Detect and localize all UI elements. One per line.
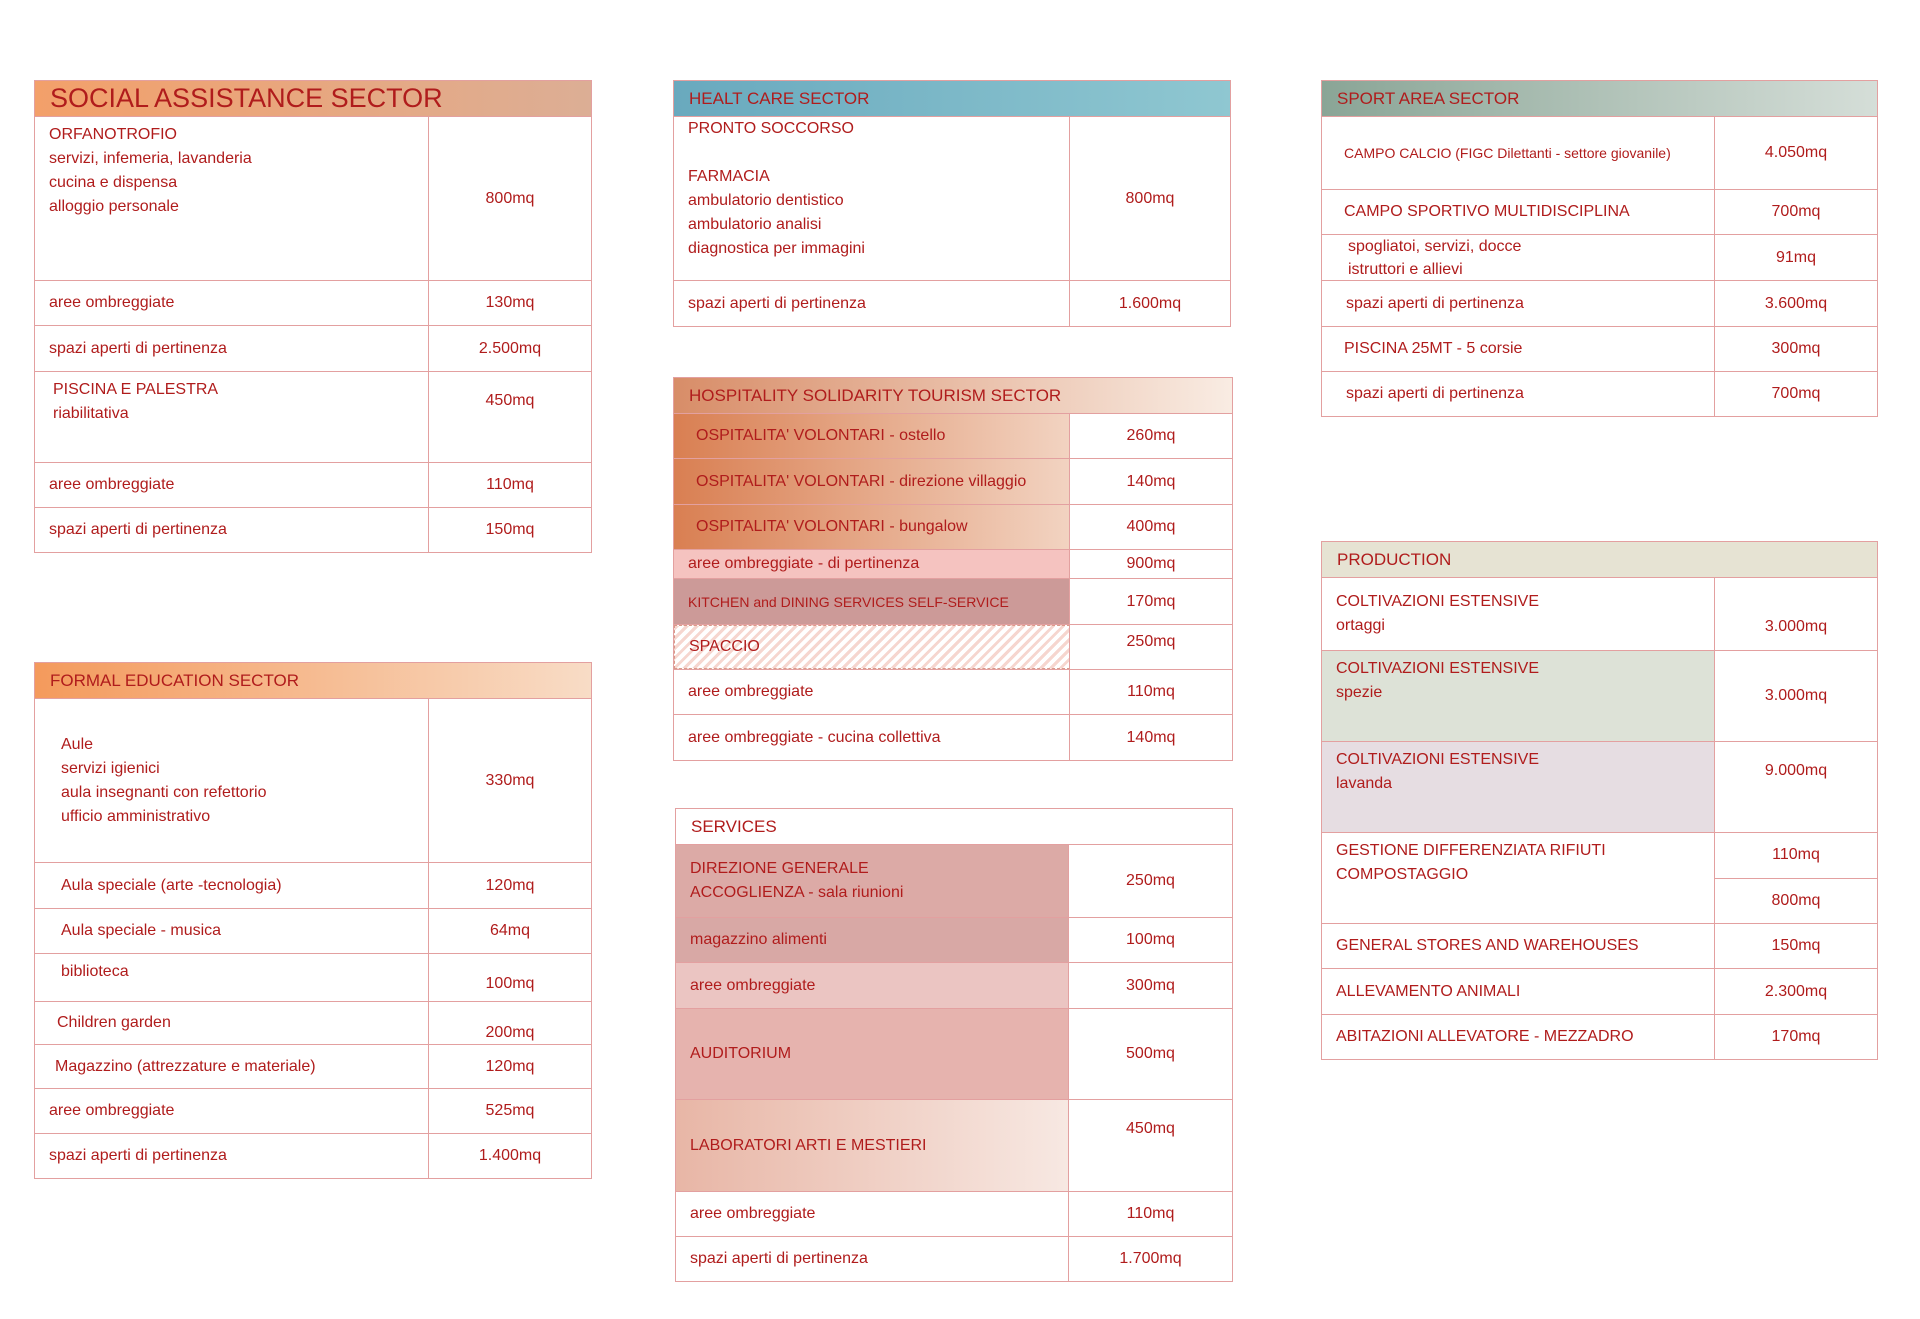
row-value: 9.000mq <box>1764 762 1828 779</box>
table-row <box>676 918 1232 963</box>
table-row <box>676 1237 1232 1281</box>
row-label: spazi aperti di pertinenza <box>676 1237 1069 1281</box>
row-label: PISCINA 25MT - 5 corsie <box>1322 327 1715 371</box>
row-label: OSPITALITA' VOLONTARI - ostello <box>674 414 1070 458</box>
row-value: 170mq <box>1126 592 1176 610</box>
row-value: 800mq <box>1125 189 1175 207</box>
row-value: 1.700mq <box>1119 1250 1182 1267</box>
table-row <box>1322 578 1877 651</box>
formal-education-title: FORMAL EDUCATION SECTOR <box>35 663 591 699</box>
hospitality-title: HOSPITALITY SOLIDARITY TOURISM SECTOR <box>674 378 1232 414</box>
production-table <box>1321 541 1878 1060</box>
table-row <box>674 281 1230 326</box>
table-row <box>35 463 591 508</box>
row-value: 110mq <box>1127 683 1175 700</box>
row-label: Magazzino (attrezzature e materiale) <box>35 1045 429 1088</box>
services-table <box>675 808 1233 1282</box>
row-label: KITCHEN and DINING SERVICES SELF-SERVICE <box>674 579 1070 624</box>
services-title: SERVICES <box>676 809 1232 845</box>
table-row <box>1322 327 1877 372</box>
row-label: Aula speciale - musica <box>35 909 429 953</box>
row-label: aree ombreggiate <box>35 1089 429 1133</box>
row-value: 525mq <box>485 1102 535 1119</box>
row-label: SPACCIO <box>674 625 1070 669</box>
row-label: aree ombreggiate <box>35 463 429 507</box>
row-value: 330mq <box>485 771 535 789</box>
row-value: 300mq <box>1126 976 1175 994</box>
table-row <box>35 699 591 863</box>
social-assistance-title: SOCIAL ASSISTANCE SECTOR <box>35 81 591 117</box>
row-label: spazi aperti di pertinenza <box>1322 372 1715 416</box>
table-row <box>1322 117 1877 190</box>
row-label: aree ombreggiate <box>674 670 1070 714</box>
table-row <box>676 1100 1232 1192</box>
row-value: 120mq <box>485 1057 535 1075</box>
table-row <box>35 954 591 1002</box>
row-value: 300mq <box>1771 340 1821 357</box>
row-label: spazi aperti di pertinenza <box>35 326 429 371</box>
table-row <box>35 326 591 372</box>
row-label: spazi aperti di pertinenza <box>1322 281 1715 326</box>
row-value: 91mq <box>1775 248 1817 266</box>
table-row <box>35 117 591 281</box>
table-row <box>35 909 591 954</box>
formal-education-table <box>34 662 592 1179</box>
row-value: 450mq <box>485 392 535 409</box>
row-value: 100mq <box>1126 931 1175 948</box>
table-row <box>676 963 1232 1009</box>
health-care-table <box>673 80 1231 327</box>
table-row <box>676 1192 1232 1237</box>
row-value: 3.000mq <box>1764 618 1828 635</box>
row-value: 1.400mq <box>478 1147 542 1164</box>
row-label: DIREZIONE GENERALE ACCOGLIENZA - sala riunioni <box>676 845 1069 917</box>
row-label: GENERAL STORES AND WAREHOUSES <box>1322 924 1715 968</box>
row-value: 170mq <box>1771 1028 1821 1045</box>
row-label: Aula speciale (arte -tecnologia) <box>35 863 429 908</box>
row-label: spazi aperti di pertinenza <box>35 508 429 552</box>
table-row <box>1322 372 1877 416</box>
row-label: PRONTO SOCCORSO FARMACIA ambulatorio dentistico ambulatorio analisi diagnostica per immagini <box>674 117 1070 280</box>
row-label: CAMPO CALCIO (FIGC Dilettanti - settore giovanile) <box>1322 117 1715 189</box>
row-value: 150mq <box>1771 937 1821 954</box>
row-label: aree ombreggiate - cucina collettiva <box>674 715 1070 760</box>
table-row <box>1322 924 1877 969</box>
row-value: 3.600mq <box>1764 294 1828 312</box>
row-value: 4.050mq <box>1764 144 1828 161</box>
table-row <box>1322 190 1877 235</box>
row-value: 110mq <box>486 476 534 493</box>
row-label: spogliatoi, servizi, docce istruttori e allievi <box>1322 235 1715 280</box>
row-label: magazzino alimenti <box>676 918 1069 962</box>
row-label: CAMPO SPORTIVO MULTIDISCIPLINA <box>1322 190 1715 234</box>
row-label: ORFANOTROFIO servizi, infemeria, lavanderia cucina e dispensa alloggio personale <box>35 117 429 280</box>
table-row <box>674 459 1232 505</box>
row-label: COLTIVAZIONI ESTENSIVE lavanda <box>1322 742 1715 832</box>
row-label: aree ombreggiate <box>676 1192 1069 1236</box>
table-row <box>35 508 591 552</box>
row-value: 260mq <box>1126 427 1176 444</box>
row-value: 900mq <box>1126 555 1176 572</box>
row-value: 150mq <box>485 521 535 538</box>
table-row <box>1322 1015 1877 1059</box>
table-row <box>1322 281 1877 327</box>
row-value: 2.300mq <box>1764 982 1828 1000</box>
table-row <box>1322 742 1877 833</box>
row-label: Children garden <box>35 1002 429 1044</box>
table-row <box>674 550 1232 579</box>
row-value: 800mq <box>1771 891 1821 909</box>
row-value: 100mq <box>485 975 535 992</box>
row-label: aree ombreggiate <box>35 281 429 325</box>
row-label: OSPITALITA' VOLONTARI - bungalow <box>674 505 1070 549</box>
row-value-split <box>1715 833 1877 923</box>
row-label: PISCINA E PALESTRA riabilitativa <box>35 372 429 462</box>
table-row <box>676 845 1232 918</box>
table-row <box>674 579 1232 625</box>
row-label: COLTIVAZIONI ESTENSIVE spezie <box>1322 651 1715 741</box>
row-value: 700mq <box>1771 203 1821 220</box>
row-value: 500mq <box>1126 1045 1175 1062</box>
row-value: 1.600mq <box>1118 294 1182 312</box>
sport-area-title: SPORT AREA SECTOR <box>1322 81 1877 117</box>
table-row <box>35 1089 591 1134</box>
table-row <box>1322 651 1877 742</box>
table-row <box>674 625 1232 670</box>
row-value: 110mq <box>1126 1205 1175 1222</box>
row-value: 450mq <box>1126 1120 1175 1137</box>
row-label: ALLEVAMENTO ANIMALI <box>1322 969 1715 1014</box>
row-value: 140mq <box>1126 728 1176 746</box>
table-row <box>1322 235 1877 281</box>
sport-area-table <box>1321 80 1878 417</box>
social-assistance-table <box>34 80 592 553</box>
table-row <box>35 1045 591 1089</box>
row-value: 110mq <box>1715 833 1877 879</box>
table-row <box>1322 969 1877 1015</box>
production-title: PRODUCTION <box>1322 542 1877 578</box>
row-label: ABITAZIONI ALLEVATORE - MEZZADRO <box>1322 1015 1715 1059</box>
row-label: aree ombreggiate - di pertinenza <box>674 550 1070 578</box>
table-row <box>674 414 1232 459</box>
table-row <box>35 281 591 326</box>
row-value: 3.000mq <box>1764 687 1828 704</box>
row-label: AUDITORIUM <box>676 1009 1069 1099</box>
table-row <box>35 372 591 463</box>
table-row <box>674 505 1232 550</box>
table-row <box>35 1134 591 1178</box>
hospitality-table <box>673 377 1233 761</box>
row-value: 2.500mq <box>478 339 542 357</box>
row-value: 250mq <box>1126 633 1176 650</box>
row-value: 700mq <box>1771 385 1821 402</box>
row-label: biblioteca <box>35 954 429 1001</box>
row-label: spazi aperti di pertinenza <box>35 1134 429 1178</box>
row-label: aree ombreggiate <box>676 963 1069 1008</box>
row-label: spazi aperti di pertinenza <box>674 281 1070 326</box>
row-value: 64mq <box>489 922 531 939</box>
table-row <box>35 863 591 909</box>
table-row <box>674 670 1232 715</box>
table-row <box>674 715 1232 760</box>
row-value: 120mq <box>485 876 535 894</box>
row-value: 250mq <box>1126 872 1175 889</box>
row-label: LABORATORI ARTI E MESTIERI <box>676 1100 1069 1191</box>
table-row <box>676 1009 1232 1100</box>
row-value: 400mq <box>1126 518 1176 535</box>
row-value: 800mq <box>485 189 535 207</box>
table-row <box>1322 833 1877 924</box>
table-row <box>35 1002 591 1045</box>
table-row <box>674 117 1230 281</box>
row-value: 200mq <box>485 1024 535 1041</box>
row-value: 140mq <box>1126 472 1176 490</box>
row-label: COLTIVAZIONI ESTENSIVE ortaggi <box>1322 578 1715 650</box>
row-label: Aule servizi igienici aula insegnanti con refettorio ufficio amministrativo <box>35 699 429 862</box>
row-label: GESTIONE DIFFERENZIATA RIFIUTI COMPOSTAGGIO <box>1322 833 1715 923</box>
health-care-title: HEALT CARE SECTOR <box>674 81 1230 117</box>
row-label: OSPITALITA' VOLONTARI - direzione villaggio <box>674 459 1070 504</box>
row-value: 130mq <box>485 294 535 311</box>
